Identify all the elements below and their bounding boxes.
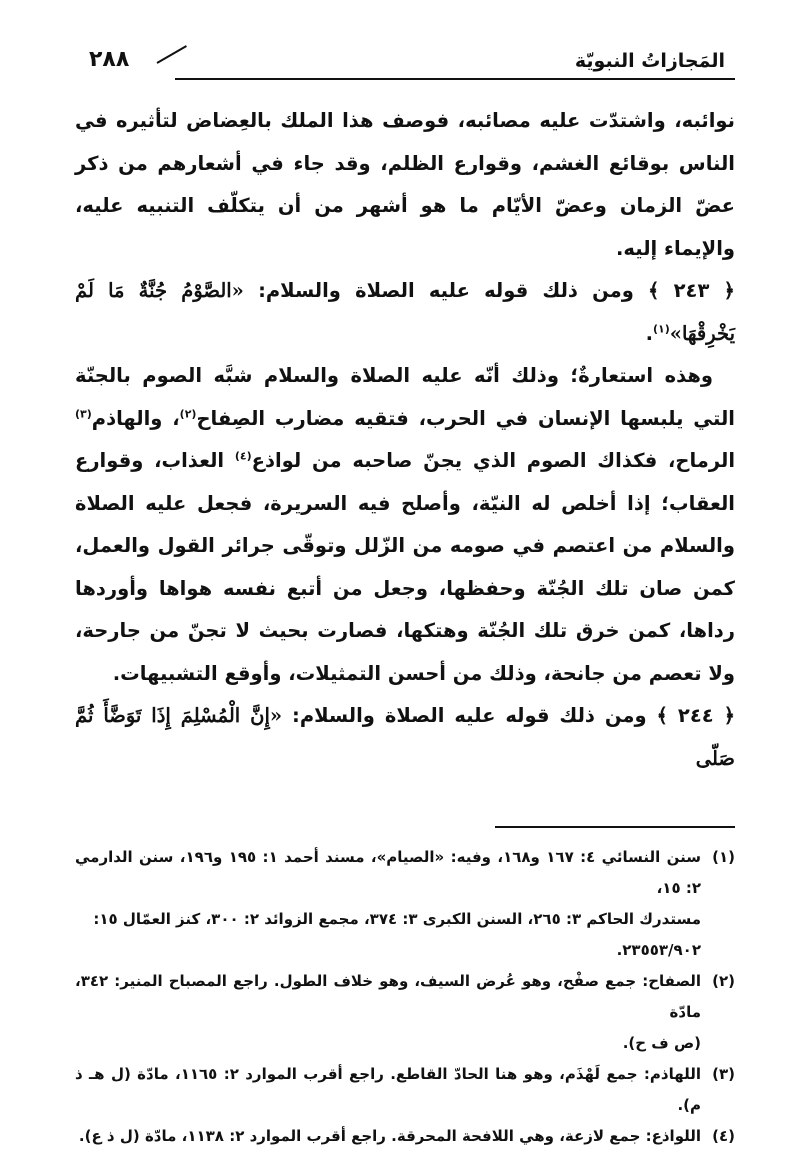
hadith-number-243: ﴿ ٢٤٣ ﴾	[648, 279, 735, 302]
paragraph-3-part-d: العذاب، وقوارع العقاب؛ إذا أخلص له النيّة، وأصلح فيه السريرة، فجعل عليه الصلاة والسلام من اعتصم في صومه من الزّلل وتوقّى جرائر القول والعمل، كمن صان تلك الجُنّة وحفظها، وجعل من أتبع نفسه هواها وأوردها رداها، كمن خرق تلك الجُنّة وهتكها، فصارت بحيث لا تجنّ من جارحة، ولا تعصم من جانحة، وذلك من أحسن التمثيلات، وأوقع التشبيهات.	[75, 449, 735, 685]
paragraph-244	[75, 695, 735, 780]
paragraph-1-text: نوائبه، واشتدّت عليه مصائبه، فوصف هذا الملك بالعِضاض لتأثيره في الناس بوقائع الغشم، وقوارع الظلم، وقد جاء في أشعارهم من ذكر عضّ الزمان وعضّ الأيّام ما هو أشهر من أن يتكلّف التنبيه عليه، والإيماء إليه.	[75, 109, 735, 260]
paragraph-1	[75, 100, 735, 270]
header-rule	[175, 78, 735, 80]
footnote-3	[75, 1059, 735, 1121]
footnote-text: اللواذع: جمع لازعة، وهي اللافحة المحرقة. راجع أقرب الموارد ٢: ١١٣٨، مادّة (ل ذ ع).	[78, 1126, 701, 1145]
hadith-text-244: «إِنَّ الْمُسْلِمَ إِذَا تَوَضَّأَ ثُمَّ صَلّى	[75, 704, 735, 770]
header-rule-slant	[157, 45, 187, 64]
hadith-number-244: ﴿ ٢٤٤ ﴾	[656, 704, 736, 727]
hadith-text-243: «الصَّوْمُ جُنَّةٌ مَا لَمْ يَخْرِقْهَا»	[75, 279, 735, 345]
period: .	[645, 321, 653, 345]
footnote-ref-2: (٢)	[179, 407, 197, 420]
footnote-text: مستدرك الحاكم ٣: ٢٦٥، السنن الكبرى ٣: ٣٧٤، مجمع الزوائد ٢: ٣٠٠، كنز العمّال ١٥:	[93, 909, 701, 928]
footnote-2	[75, 966, 735, 1028]
footnote-number: (٢)	[712, 971, 735, 990]
footnote-divider	[495, 826, 735, 828]
footnote-text: الصفاح: جمع صفْح، وهو عُرض السيف، وهو خلاف الطول. راجع المصباح المنير: ٣٤٢، مادّة	[75, 971, 701, 1021]
footnote-1-continued	[75, 904, 735, 935]
page-header	[75, 30, 735, 72]
paragraph-3-part-b: ، والهاذم	[91, 406, 180, 430]
footnote-number: (١)	[712, 847, 735, 866]
running-title: المَجازاتُ النبويّة	[574, 50, 725, 72]
footnote-4	[75, 1121, 735, 1152]
paragraph-243	[75, 270, 735, 355]
hadith-intro-243: ومن ذلك قوله عليه الصلاة والسلام:	[258, 279, 634, 302]
footnotes	[75, 842, 735, 1152]
footnote-ref-4: (٤)	[234, 449, 252, 463]
paragraph-3-part-a: وهذه استعارةٌ؛ وذلك أنّه عليه الصلاة والسلام شبَّه الصوم بالجنّة التي يلبسها الإنسان في الحرب، فتقيه مضارب الصِفاح	[75, 364, 735, 430]
footnote-number: (٤)	[712, 1126, 735, 1145]
book-page	[75, 30, 735, 1152]
footnote-number: (٣)	[712, 1064, 735, 1083]
footnote-text: اللهاذم: جمع لَهْذَم، وهو هنا الحادّ القاطع. راجع أقرب الموارد ٢: ١١٦٥، مادّة (ل هـ ذ م).	[75, 1064, 702, 1114]
footnote-2-continued	[75, 1028, 735, 1059]
footnote-ref-1: (١)	[653, 322, 670, 335]
footnote-text: (ص ف ح).	[622, 1033, 701, 1052]
footnote-1-continued	[75, 935, 735, 966]
paragraph-3	[75, 355, 735, 695]
hadith-intro-244: ومن ذلك قوله عليه الصلاة والسلام:	[292, 704, 647, 727]
body-text	[75, 100, 735, 780]
footnote-text: سنن النسائي ٤: ١٦٧ و١٦٨، وفيه: «الصيام»، مسند أحمد ١: ١٩٥ و١٩٦، سنن الدارمي ٢: ١٥،	[75, 847, 702, 897]
footnote-text: ٢٣٥٥٣/٩٠٢.	[616, 940, 701, 959]
footnote-ref-3: (٣)	[75, 407, 92, 420]
paragraph-3-part-c: الرماح، فكذاك الصوم الذي يجنّ صاحبه من لواذع	[251, 449, 736, 472]
page-number: ٢٨٨	[89, 47, 130, 72]
footnote-1	[75, 842, 735, 904]
